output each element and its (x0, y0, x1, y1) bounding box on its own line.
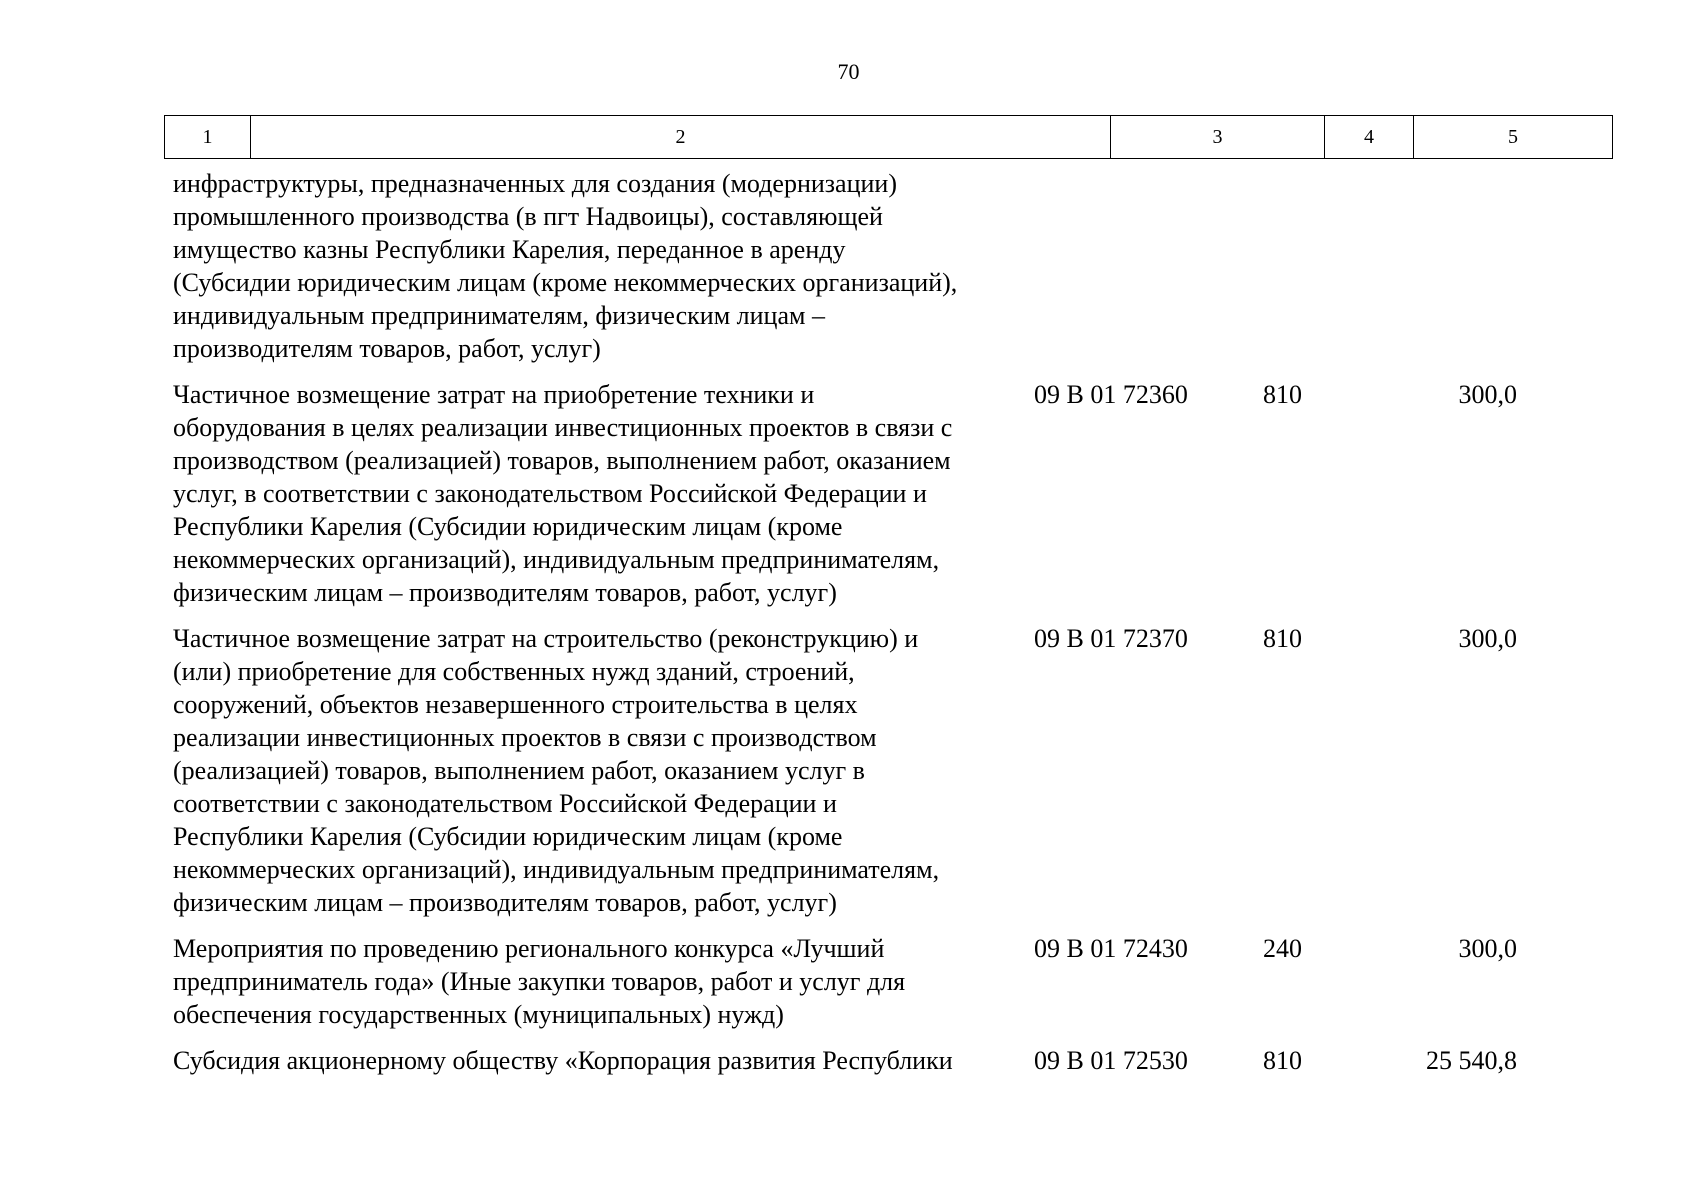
cell-description (78, 1044, 1024, 1077)
cell-description (78, 378, 1024, 609)
cell-type: 240 (1263, 934, 1302, 963)
header-row (165, 116, 1613, 159)
cell-code: 09 В 01 72370 (1034, 624, 1188, 653)
description-line: производителям товаров, работ, услуг) (173, 334, 601, 363)
cell-amount: 300,0 (1458, 624, 1517, 653)
description-line: промышленного производства (в пгт Надвоицы), составляющей (173, 202, 883, 231)
cell-code: 09 В 01 72530 (1034, 1046, 1188, 1075)
description-line: обеспечения государственных (муниципальных) нужд) (173, 1000, 784, 1029)
description-line: (реализацией) товаров, выполнением работ, оказанием услуг в (173, 756, 865, 785)
header-cell-2: 2 (251, 116, 1111, 159)
description-line: индивидуальным предпринимателям, физическим лицам – (173, 301, 825, 330)
cell-type (1238, 167, 1327, 365)
description-line: предприниматель года» (Иные закупки товаров, работ и услуг для (173, 967, 906, 996)
description-line: некоммерческих организаций), индивидуальным предпринимателям, (173, 855, 940, 884)
description-line: Мероприятия по проведению регионального конкурса «Лучший (173, 934, 885, 963)
description-line: инфраструктуры, предназначенных для создания (модернизации) (173, 169, 897, 198)
description-line: некоммерческих организаций), индивидуальным предпринимателям, (173, 545, 940, 574)
table-row (164, 622, 1612, 919)
cell-code: 09 В 01 72360 (1034, 380, 1188, 409)
description-line: услуг, в соответствии с законодательством Российской Федерации и (173, 479, 927, 508)
description-line: Республики Карелия (Субсидии юридическим лицам (кроме (173, 512, 843, 541)
description-line: соответствии с законодательством Российской Федерации и (173, 789, 837, 818)
cell-type: 810 (1263, 1046, 1302, 1075)
table-row (164, 932, 1612, 1031)
cell-code: 09 В 01 72430 (1034, 934, 1188, 963)
description-line: сооружений, объектов незавершенного строительства в целях (173, 690, 858, 719)
description-line: имущество казны Республики Карелия, переданное в аренду (173, 235, 846, 264)
header-cell-1: 1 (165, 116, 251, 159)
header-cell-3: 3 (1111, 116, 1325, 159)
table-body (164, 167, 1612, 1090)
table-row (164, 1044, 1612, 1077)
cell-amount: 25 540,8 (1426, 1046, 1517, 1075)
header-cell-5: 5 (1414, 116, 1613, 159)
cell-code (1024, 167, 1238, 365)
cell-amount (1327, 167, 1526, 365)
page-number: 70 (837, 59, 860, 84)
header-cell-4: 4 (1325, 116, 1414, 159)
table-row (164, 378, 1612, 609)
description-line: Республики Карелия (Субсидии юридическим лицам (кроме (173, 822, 843, 851)
table-header (164, 115, 1613, 159)
description-line: Частичное возмещение затрат на приобретение техники и (173, 380, 815, 409)
cell-type: 810 (1263, 380, 1302, 409)
description-line: реализации инвестиционных проектов в связи с производством (173, 723, 877, 752)
cell-description (78, 167, 1024, 365)
description-line: физическим лицам – производителям товаров, работ, услуг) (173, 578, 837, 607)
description-line: физическим лицам – производителям товаров, работ, услуг) (173, 888, 837, 917)
description-line: оборудования в целях реализации инвестиционных проектов в связи с (173, 413, 953, 442)
table-row (164, 167, 1612, 365)
cell-amount: 300,0 (1458, 380, 1517, 409)
description-line: Субсидия акционерному обществу «Корпорация развития Республики (173, 1046, 953, 1075)
cell-description (78, 932, 1024, 1031)
cell-amount: 300,0 (1458, 934, 1517, 963)
description-line: (или) приобретение для собственных нужд зданий, строений, (173, 657, 855, 686)
cell-description (78, 622, 1024, 919)
description-line: (Субсидии юридическим лицам (кроме некоммерческих организаций), (173, 268, 958, 297)
description-line: Частичное возмещение затрат на строительство (реконструкцию) и (173, 624, 919, 653)
cell-type: 810 (1263, 624, 1302, 653)
description-line: производством (реализацией) товаров, выполнением работ, оказанием (173, 446, 951, 475)
